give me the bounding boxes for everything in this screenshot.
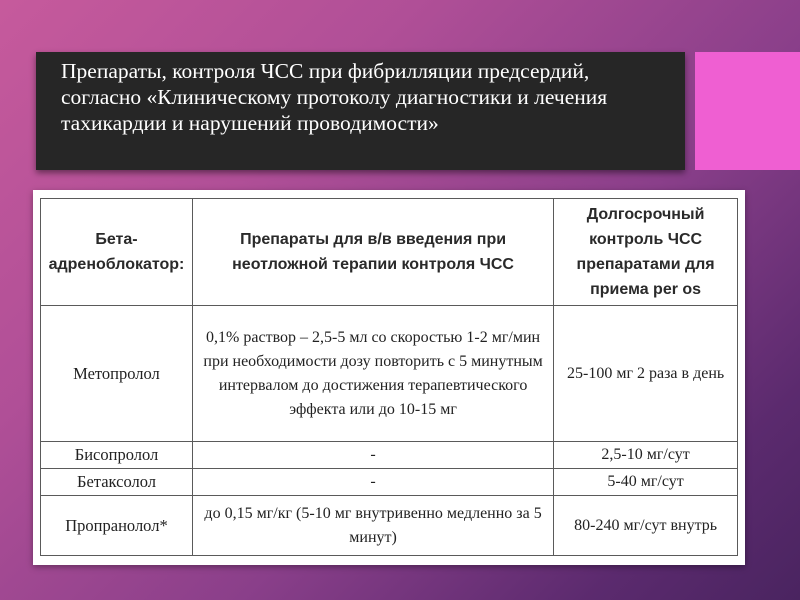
table-row: [41, 442, 738, 469]
oral-dosage: 25-100 мг 2 раза в день: [554, 306, 738, 442]
drug-name: Бетаксолол: [41, 469, 193, 496]
drug-name: Бисопролол: [41, 442, 193, 469]
oral-dosage: 80-240 мг/сут внутрь: [554, 496, 738, 556]
header-iv-drugs: Препараты для в/в введения при неотложной терапии контроля ЧСС: [192, 199, 553, 306]
iv-dosage: -: [192, 442, 553, 469]
drug-table: [40, 198, 738, 556]
table-header-row: [41, 199, 738, 306]
table-row: [41, 306, 738, 442]
oral-dosage: 2,5-10 мг/сут: [554, 442, 738, 469]
header-beta-blocker: Бета-адреноблокатор:: [41, 199, 193, 306]
title-bar: [36, 52, 685, 170]
slide-title: Препараты, контроля ЧСС при фибрилляции предсердий, согласно «Клиническому протоколу диагностики и лечения тахикардии и нарушений проводимости»: [61, 59, 608, 135]
accent-box: [695, 52, 800, 170]
table-panel: [33, 190, 745, 565]
drug-name: Метопролол: [41, 306, 193, 442]
table-row: [41, 469, 738, 496]
table-row: [41, 496, 738, 556]
iv-dosage: -: [192, 469, 553, 496]
drug-name: Пропранолол*: [41, 496, 193, 556]
iv-dosage: до 0,15 мг/кг (5-10 мг внутривенно медленно за 5 минут): [192, 496, 553, 556]
iv-dosage: 0,1% раствор – 2,5-5 мл со скоростью 1-2 мг/мин при необходимости дозу повторить с 5 минутным интервалом до достижения терапевтического эффекта или до 10-15 мг: [192, 306, 553, 442]
header-oral-control: Долгосрочный контроль ЧСС препаратами для приема per os: [554, 199, 738, 306]
oral-dosage: 5-40 мг/сут: [554, 469, 738, 496]
